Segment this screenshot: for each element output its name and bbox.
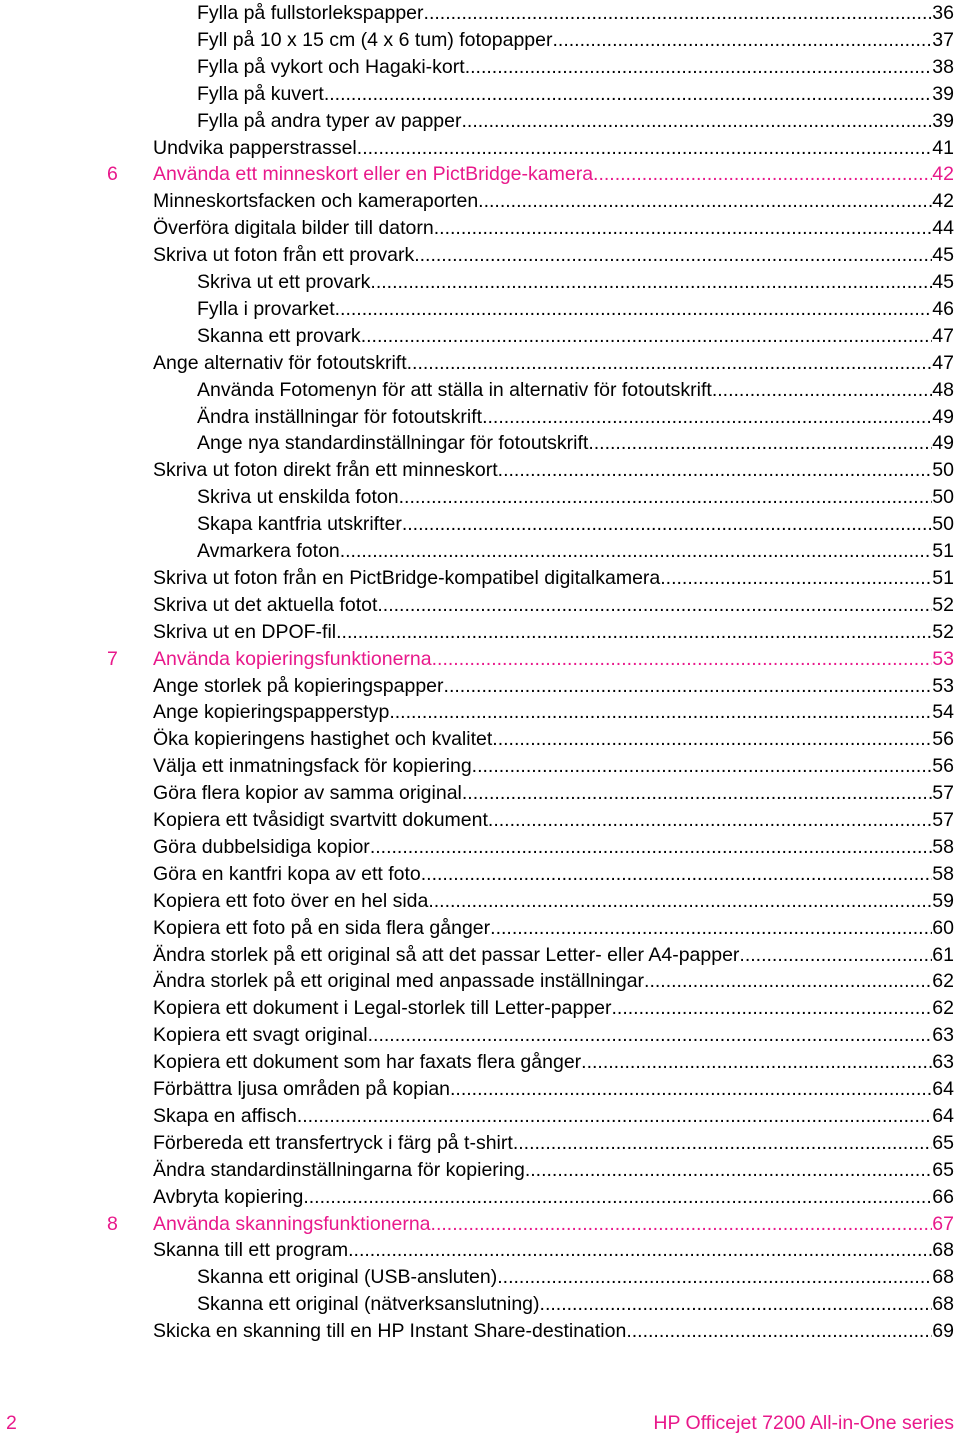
toc-entry-page: 57: [932, 809, 954, 831]
toc-entry-page: 41: [932, 136, 954, 159]
toc-entry-page: 51: [932, 566, 954, 589]
toc-chapter-number: 8: [107, 1212, 118, 1235]
toc-dot-leader: [626, 1318, 932, 1345]
toc-dot-leader: [478, 188, 932, 215]
toc-entry-title: Avmarkera foton: [197, 540, 340, 562]
toc-dot-leader: [465, 54, 933, 81]
toc-entry[interactable]: [153, 1130, 954, 1157]
toc-entry[interactable]: [197, 54, 954, 81]
toc-entry[interactable]: [153, 780, 954, 807]
toc-dot-leader: [402, 511, 932, 538]
toc-entry-page: 68: [932, 1266, 954, 1289]
toc-entry-title: Kopiera ett foto över en hel sida: [153, 889, 429, 912]
toc-entry[interactable]: [153, 1103, 954, 1130]
toc-entry-title: Skanna ett provark: [197, 324, 361, 347]
toc-entry-title: Använda skanningsfunktionerna: [153, 1212, 431, 1235]
toc-entry[interactable]: [197, 404, 954, 431]
toc-entry-page: 44: [932, 217, 954, 240]
toc-entry[interactable]: [153, 1184, 954, 1211]
toc-entry-page: 69: [932, 1320, 954, 1343]
toc-entry-page: 58: [932, 862, 954, 885]
toc-entry-title: Ändra storlek på ett original med anpassade inställningar: [153, 970, 645, 993]
toc-entry-page: 62: [932, 997, 954, 1020]
toc-dot-leader: [540, 1291, 933, 1318]
toc-entry[interactable]: [197, 511, 954, 538]
toc-entry-page: 51: [932, 540, 954, 562]
toc-chapter-number: 6: [107, 163, 118, 186]
toc-entry-page: 60: [932, 916, 954, 939]
toc-entry-page: 48: [932, 378, 954, 401]
toc-dot-leader: [336, 619, 932, 646]
toc-dot-leader: [424, 0, 933, 27]
toc-entry-title: Kopiera ett dokument som har faxats flera gånger: [153, 1051, 582, 1074]
toc-entry-title: Fylla i provarket: [197, 297, 335, 320]
footer-page-number: 2: [6, 1412, 17, 1434]
toc-dot-leader: [428, 888, 932, 915]
toc-entry-title: Ändra inställningar för fotoutskrift: [197, 405, 483, 428]
toc-entry[interactable]: [153, 1022, 954, 1049]
toc-entry-title: Skanna ett original (nätverksanslutning): [197, 1293, 540, 1316]
toc-dot-leader: [488, 807, 932, 834]
toc-entry[interactable]: [153, 242, 954, 269]
toc-dot-leader: [513, 1130, 932, 1157]
toc-entry-page: 63: [932, 1051, 954, 1074]
toc-dot-leader: [490, 915, 932, 942]
toc-dot-leader: [644, 968, 932, 995]
toc-chapter-entry[interactable]: [107, 646, 954, 673]
toc-entry-title: Förbättra ljusa områden på kopian: [153, 1078, 451, 1100]
toc-entry-title: Välja ett inmatningsfack för kopiering: [153, 755, 472, 778]
toc-entry-page: 50: [932, 486, 954, 509]
toc-dot-leader: [389, 699, 932, 726]
toc-entry-page: 52: [932, 593, 954, 616]
toc-entry[interactable]: [197, 484, 954, 511]
footer-series-title: HP Officejet 7200 All-in-One series: [653, 1412, 954, 1434]
toc-entry[interactable]: [197, 27, 954, 54]
toc-chapter-entry[interactable]: [107, 1211, 954, 1238]
toc-entry-title: Ange storlek på kopieringspapper: [153, 674, 444, 697]
toc-dot-leader: [581, 1049, 932, 1076]
toc-entry-page: 56: [932, 755, 954, 778]
toc-dot-leader: [712, 377, 932, 404]
toc-entry-title: Minneskortsfacken och kameraporten: [153, 190, 479, 213]
toc-entry-page: 65: [932, 1131, 954, 1154]
toc-entry-page: 47: [932, 351, 954, 374]
toc-entry-page: 57: [932, 782, 954, 805]
toc-entry[interactable]: [153, 726, 954, 753]
toc-entry-page: 65: [932, 1158, 954, 1181]
toc-entry-title: Avbryta kopiering: [153, 1185, 304, 1208]
toc-entry-title: Skapa kantfria utskrifter: [197, 513, 402, 536]
toc-entry-page: 46: [932, 297, 954, 320]
toc-entry[interactable]: [153, 188, 954, 215]
toc-entry-page: 49: [932, 432, 954, 455]
toc-entry-page: 39: [932, 82, 954, 105]
toc-dot-leader: [462, 780, 932, 807]
toc-entry-page: 52: [932, 620, 954, 643]
toc-entry[interactable]: [153, 699, 954, 726]
toc-entry[interactable]: [197, 81, 954, 108]
toc-entry-page: 36: [932, 2, 954, 24]
toc-dot-leader: [340, 538, 933, 565]
page-footer: [0, 1412, 960, 1442]
toc-dot-leader: [421, 861, 933, 888]
toc-entry[interactable]: [153, 995, 954, 1022]
toc-dot-leader: [593, 161, 932, 188]
toc-entry-page: 42: [932, 163, 954, 186]
toc-entry-title: Undvika papperstrassel: [153, 136, 357, 159]
toc-entry[interactable]: [197, 430, 954, 457]
toc-entry-page: 62: [932, 970, 954, 993]
toc-entry-page: 58: [932, 835, 954, 858]
toc-entry-title: Skriva ut enskilda foton: [197, 486, 399, 509]
toc-dot-leader: [492, 726, 932, 753]
toc-entry[interactable]: [153, 834, 954, 861]
toc-entry-title: Skanna ett original (USB-ansluten): [197, 1266, 498, 1289]
toc-entry-title: Göra en kantfri kopa av ett foto: [153, 862, 421, 885]
toc-entry-title: Ange alternativ för fotoutskrift: [153, 351, 407, 374]
toc-dot-leader: [399, 484, 933, 511]
toc-entry[interactable]: [153, 807, 954, 834]
toc-entry-page: 64: [932, 1078, 954, 1100]
toc-entry-title: Ändra standardinställningarna för kopiering: [153, 1158, 525, 1181]
toc-dot-leader: [434, 215, 933, 242]
toc-entry[interactable]: [153, 350, 954, 377]
toc-entry-page: 45: [932, 271, 954, 293]
toc-entry-title: Fylla på andra typer av papper: [197, 109, 462, 132]
toc-entry[interactable]: [153, 1157, 954, 1184]
toc-entry-title: Kopiera ett foto på en sida flera gånger: [153, 916, 491, 939]
toc-entry-title: Kopiera ett dokument i Legal-storlek till Letter-papper: [153, 997, 612, 1020]
toc-entry[interactable]: [153, 457, 954, 484]
toc-entry-page: 59: [932, 889, 954, 912]
toc-entry-title: Ange nya standardinställningar för fotoutskrift: [197, 432, 589, 455]
toc-entry-page: 68: [932, 1239, 954, 1262]
toc-entry-title: Kopiera ett svagt original: [153, 1024, 368, 1047]
toc-entry[interactable]: [197, 269, 954, 296]
toc-dot-leader: [324, 81, 932, 108]
toc-dot-leader: [370, 269, 932, 296]
toc-entry-page: 61: [932, 943, 954, 966]
toc-dot-leader: [297, 1103, 932, 1130]
toc-dot-leader: [357, 135, 933, 162]
toc-entry[interactable]: [153, 942, 954, 969]
toc-dot-leader: [482, 404, 932, 431]
toc-entry-title: Förbereda ett transfertryck i färg på t-shirt: [153, 1131, 513, 1154]
toc-entry[interactable]: [197, 296, 954, 323]
toc-entry[interactable]: [153, 1076, 954, 1103]
toc-entry[interactable]: [153, 215, 954, 242]
toc-entry-title: Skriva ut det aktuella fotot: [153, 593, 378, 616]
toc-entry-page: 67: [932, 1212, 954, 1235]
toc-entry[interactable]: [197, 377, 954, 404]
toc-entry[interactable]: [153, 592, 954, 619]
toc-chapter-entry[interactable]: [107, 161, 954, 188]
toc-dot-leader: [660, 565, 932, 592]
toc-entry[interactable]: [153, 619, 954, 646]
toc-entry-page: 64: [932, 1104, 954, 1127]
toc-entry-title: Skriva ut foton från ett provark: [153, 244, 415, 267]
toc-entry-page: 53: [932, 647, 954, 670]
toc-dot-leader: [462, 108, 933, 135]
toc-entry-page: 49: [932, 405, 954, 428]
toc-entry[interactable]: [197, 108, 954, 135]
toc-dot-leader: [553, 27, 933, 54]
toc-entry[interactable]: [153, 135, 954, 162]
toc-entry-page: 37: [932, 28, 954, 51]
toc-entry-page: 39: [932, 109, 954, 132]
toc-dot-leader: [739, 942, 932, 969]
toc-entry[interactable]: [153, 915, 954, 942]
toc-entry-title: Skicka en skanning till en HP Instant Share-destination: [153, 1320, 627, 1343]
toc-dot-leader: [414, 242, 932, 269]
toc-dot-leader: [431, 1211, 933, 1238]
toc-dot-leader: [497, 1264, 932, 1291]
toc-dot-leader: [335, 296, 933, 323]
toc-entry-title: Skapa en affisch: [153, 1104, 297, 1127]
toc-entry-title: Använda ett minneskort eller en PictBridge-kamera: [153, 163, 594, 186]
toc-entry-page: 42: [932, 190, 954, 213]
toc-dot-leader: [444, 673, 933, 700]
toc-entry-title: Skriva ut foton från en PictBridge-kompatibel digitalkamera: [153, 566, 661, 589]
toc-entry[interactable]: [153, 565, 954, 592]
toc-entry[interactable]: [153, 673, 954, 700]
toc-dot-leader: [450, 1076, 932, 1103]
toc-entry-page: 66: [932, 1185, 954, 1208]
toc-entry[interactable]: [153, 968, 954, 995]
toc-entry-title: Skriva ut ett provark: [197, 271, 371, 293]
toc-entry-title: Använda kopieringsfunktionerna: [153, 647, 432, 670]
toc-entry[interactable]: [153, 1237, 954, 1264]
toc-entry-title: Göra dubbelsidiga kopior: [153, 835, 370, 858]
toc-entry[interactable]: [153, 888, 954, 915]
toc-entry-title: Göra flera kopior av samma original: [153, 782, 462, 805]
toc-entry[interactable]: [197, 323, 954, 350]
toc-entry-title: Fylla på fullstorlekspapper: [197, 2, 424, 24]
toc-entry[interactable]: [153, 1318, 954, 1345]
toc-entry[interactable]: [197, 1264, 954, 1291]
toc-dot-leader: [368, 1022, 933, 1049]
toc-entry[interactable]: [197, 1291, 954, 1318]
toc-entry-page: 50: [932, 459, 954, 482]
toc-entry-title: Fylla på kuvert: [197, 82, 324, 105]
toc-entry-page: 53: [932, 674, 954, 697]
toc-chapter-number: 7: [107, 647, 118, 670]
toc-entry-title: Öka kopieringens hastighet och kvalitet: [153, 728, 493, 751]
toc-dot-leader: [370, 834, 932, 861]
toc-entry-page: 68: [932, 1293, 954, 1316]
toc-dot-leader: [361, 323, 933, 350]
toc-entry-page: 50: [932, 513, 954, 536]
toc-entry-title: Skriva ut en DPOF-fil: [153, 620, 337, 643]
toc-entry-title: Ändra storlek på ett original så att det passar Letter- eller A4-papper: [153, 943, 740, 966]
toc-entry-title: Använda Fotomenyn för att ställa in alternativ för fotoutskrift: [197, 378, 712, 401]
toc-entry[interactable]: [197, 0, 954, 27]
toc-dot-leader: [612, 995, 933, 1022]
toc-entry-title: Kopiera ett tvåsidigt svartvitt dokument: [153, 809, 488, 831]
toc-entry-title: Fyll på 10 x 15 cm (4 x 6 tum) fotopapper: [197, 28, 553, 51]
toc-entry-page: 56: [932, 728, 954, 751]
toc-entry-page: 38: [932, 55, 954, 78]
toc-entry-page: 47: [932, 324, 954, 347]
toc-dot-leader: [377, 592, 932, 619]
toc-dot-leader: [588, 430, 932, 457]
toc-entry[interactable]: [197, 538, 954, 565]
toc-entry[interactable]: [153, 861, 954, 888]
toc-entry-page: 54: [932, 701, 954, 724]
toc-entry-title: Fylla på vykort och Hagaki-kort: [197, 55, 465, 78]
toc-entry[interactable]: [153, 753, 954, 780]
toc-entry-title: Ange kopieringspapperstyp: [153, 701, 390, 724]
toc-entry-title: Skanna till ett program: [153, 1239, 349, 1262]
toc-dot-leader: [303, 1184, 932, 1211]
toc-dot-leader: [525, 1157, 932, 1184]
toc-dot-leader: [407, 350, 933, 377]
toc-dot-leader: [472, 753, 933, 780]
toc-entry-page: 63: [932, 1024, 954, 1047]
toc-entry[interactable]: [153, 1049, 954, 1076]
toc-entry-page: 45: [932, 244, 954, 267]
toc-dot-leader: [498, 457, 933, 484]
toc-entry-title: Skriva ut foton direkt från ett minneskort: [153, 459, 498, 482]
toc-dot-leader: [432, 646, 933, 673]
toc-entry-title: Överföra digitala bilder till datorn: [153, 217, 434, 240]
toc-dot-leader: [348, 1237, 932, 1264]
